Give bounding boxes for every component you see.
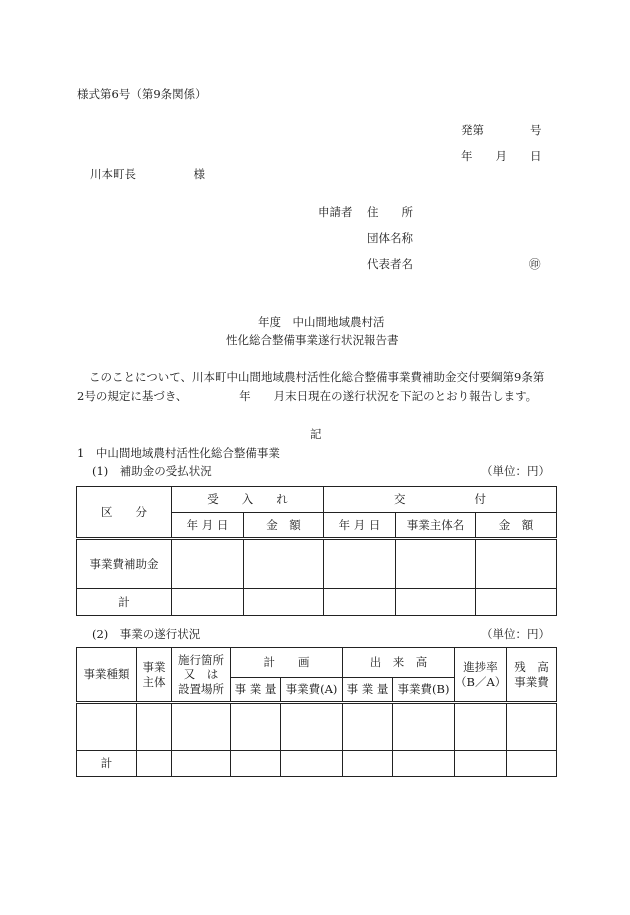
done-cost-header: 事業費(B)	[393, 678, 455, 703]
cell	[172, 703, 231, 751]
cell	[507, 751, 557, 777]
cell	[244, 589, 324, 616]
cell	[281, 703, 343, 751]
done-qty-header: 事 業 量	[343, 678, 393, 703]
row-total-label: 計	[77, 751, 137, 777]
applicant-label: 申請者	[318, 205, 353, 219]
grant-amount-header: 金 額	[476, 513, 557, 539]
organization-label: 団体名称	[367, 231, 413, 245]
cell	[507, 703, 557, 751]
cell	[77, 703, 137, 751]
seal-mark: ㊞	[529, 257, 541, 271]
subsidy-receipt-table	[76, 486, 557, 616]
ki-heading: 記	[310, 427, 322, 441]
grant-entity-header: 事業主体名	[396, 513, 476, 539]
cell	[396, 539, 476, 589]
issue-date: 年 月 日	[461, 149, 542, 163]
address-label: 住 所	[367, 205, 413, 219]
receipt-header: 受 入 れ	[172, 487, 324, 513]
title-line-2: 性化総合整備事業遂行状況報告書	[226, 333, 399, 347]
subsection-2-heading: (2) 事業の遂行状況	[92, 627, 201, 641]
form-number: 様式第6号（第9条関係）	[77, 87, 207, 101]
done-header: 出 来 高	[343, 648, 455, 678]
cell	[324, 539, 396, 589]
cell	[393, 751, 455, 777]
cell	[455, 703, 507, 751]
site-header: 施行箇所 又 は 設置場所	[172, 648, 231, 703]
plan-cost-header: 事業費(A)	[281, 678, 343, 703]
cell	[231, 751, 281, 777]
body-line-1: このことについて、川本町中山間地域農村活性化総合整備事業費補助金交付要綱第9条第	[89, 370, 545, 384]
cell	[455, 751, 507, 777]
unit-label-1: （単位：円）	[481, 464, 550, 478]
cell	[396, 589, 476, 616]
receipt-amount-header: 金 額	[244, 513, 324, 539]
grant-date-header: 年 月 日	[324, 513, 396, 539]
project-progress-table	[76, 647, 557, 777]
cell	[476, 539, 557, 589]
addressee: 川本町長 様	[90, 167, 205, 181]
type-header: 事業種類	[77, 648, 137, 703]
row-total-label: 計	[77, 589, 172, 616]
cell	[244, 539, 324, 589]
cell	[343, 751, 393, 777]
cell	[343, 703, 393, 751]
cell	[172, 589, 244, 616]
body-line-2: 2号の規定に基づき、 年 月末日現在の遂行状況を下記のとおり報告します。	[77, 389, 538, 403]
cell	[137, 751, 172, 777]
cell	[172, 539, 244, 589]
issue-number: 発第 号	[461, 123, 542, 137]
kubun-header: 区 分	[77, 487, 172, 539]
subsection-1-heading: (1) 補助金の受払状況	[92, 464, 212, 478]
cell	[324, 589, 396, 616]
receipt-date-header: 年 月 日	[172, 513, 244, 539]
cell	[137, 703, 172, 751]
row-subsidy-label: 事業費補助金	[77, 539, 172, 589]
cell	[476, 589, 557, 616]
grant-header: 交 付	[324, 487, 557, 513]
cell	[281, 751, 343, 777]
cell	[231, 703, 281, 751]
unit-label-2: （単位：円）	[481, 627, 550, 641]
progress-header: 進捗率 （B／A）	[455, 648, 507, 703]
remaining-header: 残 高 事業費	[507, 648, 557, 703]
cell	[393, 703, 455, 751]
plan-qty-header: 事 業 量	[231, 678, 281, 703]
title-line-1: 年度 中山間地域農村活	[258, 315, 385, 329]
representative-label: 代表者名	[367, 257, 413, 271]
entity-header: 事業 主体	[137, 648, 172, 703]
plan-header: 計 画	[231, 648, 343, 678]
cell	[172, 751, 231, 777]
section-1-heading: 1 中山間地域農村活性化総合整備事業	[77, 446, 280, 460]
